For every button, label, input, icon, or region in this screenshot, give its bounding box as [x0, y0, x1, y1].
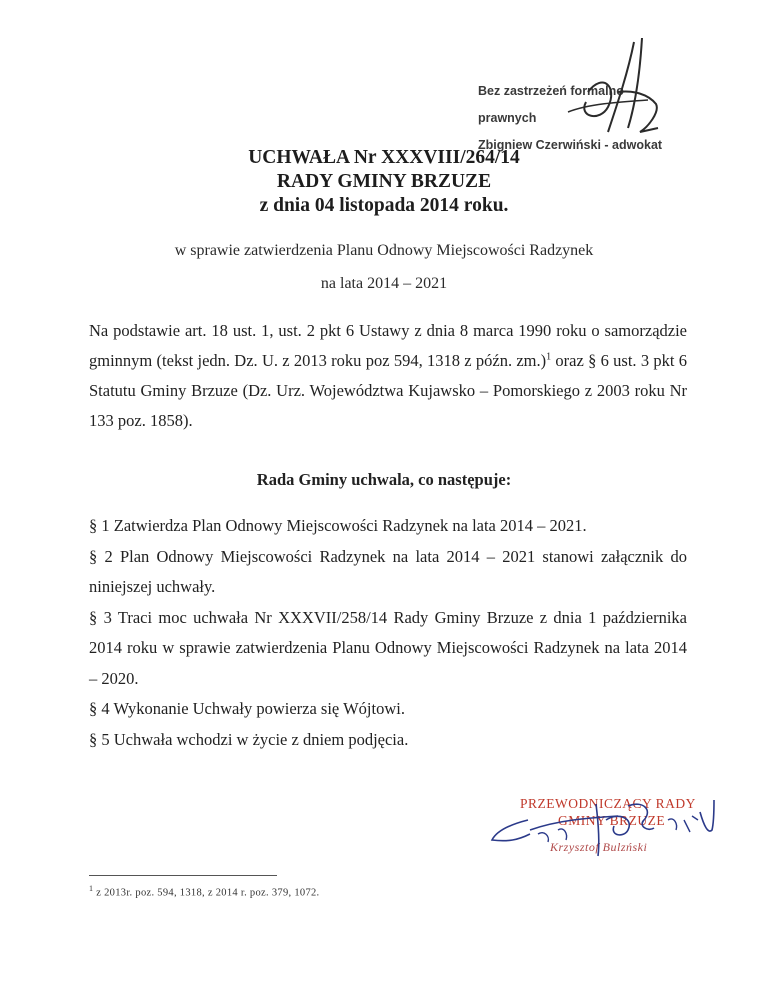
subject-line-2: na lata 2014 – 2021	[320, 275, 448, 292]
resolution-title	[0, 146, 768, 218]
footnote-reference: 1	[546, 351, 552, 363]
footnote	[89, 884, 319, 899]
title-line-date: z dnia 04 listopada 2014 roku.	[259, 195, 509, 216]
resolves-heading: Rada Gminy uchwala, co następuje:	[256, 470, 512, 489]
legal-basis-part-1: Na podstawie art. 18 ust. 1, ust. 2 pkt 6 Ustawy z dnia 8 marca 1990 roku o samorządzie gminnym (tekst jedn. Dz. U. z 2013 roku poz 594, 1318 z późn. zm.)	[89, 321, 687, 370]
footnote-marker: 1	[89, 884, 94, 893]
title-line-council: RADY GMINY BRZUZE	[276, 171, 492, 192]
subject-line-1: w sprawie zatwierdzenia Planu Odnowy Miejscowości Radzynek	[174, 242, 594, 259]
lawyer-signature	[548, 32, 688, 152]
title-line-number: UCHWAŁA Nr XXXVIII/264/14	[248, 147, 520, 168]
paragraph-5: § 5 Uchwała wchodzi w życie z dniem podjęcia.	[89, 729, 409, 749]
resolution-subject	[0, 234, 768, 300]
chair-stamp-name: Krzysztof Bulzński	[550, 840, 648, 854]
legal-stamp-line-2: Zbigniew Czerwiński - adwokat	[478, 138, 663, 152]
chair-stamp-line-1: PRZEWODNICZĄCY RADY	[520, 796, 696, 811]
paragraph-3: § 3 Traci moc uchwała Nr XXXVII/258/14 Rady Gminy Brzuze z dnia 1 października 2014 roku w sprawie zatwierdzenia Planu Odnowy Miejscowości Radzynek na lata 2014 – 2020.	[89, 607, 687, 688]
legal-basis-paragraph	[89, 316, 687, 436]
footnote-divider	[89, 875, 277, 876]
resolution-paragraphs	[89, 511, 687, 755]
legal-stamp-line-1: Bez zastrzeżeń formalno-prawnych	[478, 84, 629, 125]
paragraph-4: § 4 Wykonanie Uchwały powierza się Wójtowi.	[89, 699, 405, 718]
chair-stamp-line-2: GMINY BRZUZE	[558, 813, 666, 828]
footnote-text: z 2013r. poz. 594, 1318, z 2014 r. poz. 379, 1072.	[93, 887, 320, 899]
paragraph-1: § 1 Zatwierdza Plan Odnowy Miejscowości Radzynek na lata 2014 – 2021.	[89, 516, 587, 535]
chair-signature	[478, 790, 718, 860]
paragraph-2: § 2 Plan Odnowy Miejscowości Radzynek na lata 2014 – 2021 stanowi załącznik do niniejszej uchwały.	[89, 546, 687, 596]
legal-basis-part-2: oraz § 6 ust. 3 pkt 6 Statutu Gminy Brzuze (Dz. Urz. Województwa Kujawsko – Pomorskiego z 2003 roku Nr 133 poz. 1858).	[89, 351, 687, 430]
